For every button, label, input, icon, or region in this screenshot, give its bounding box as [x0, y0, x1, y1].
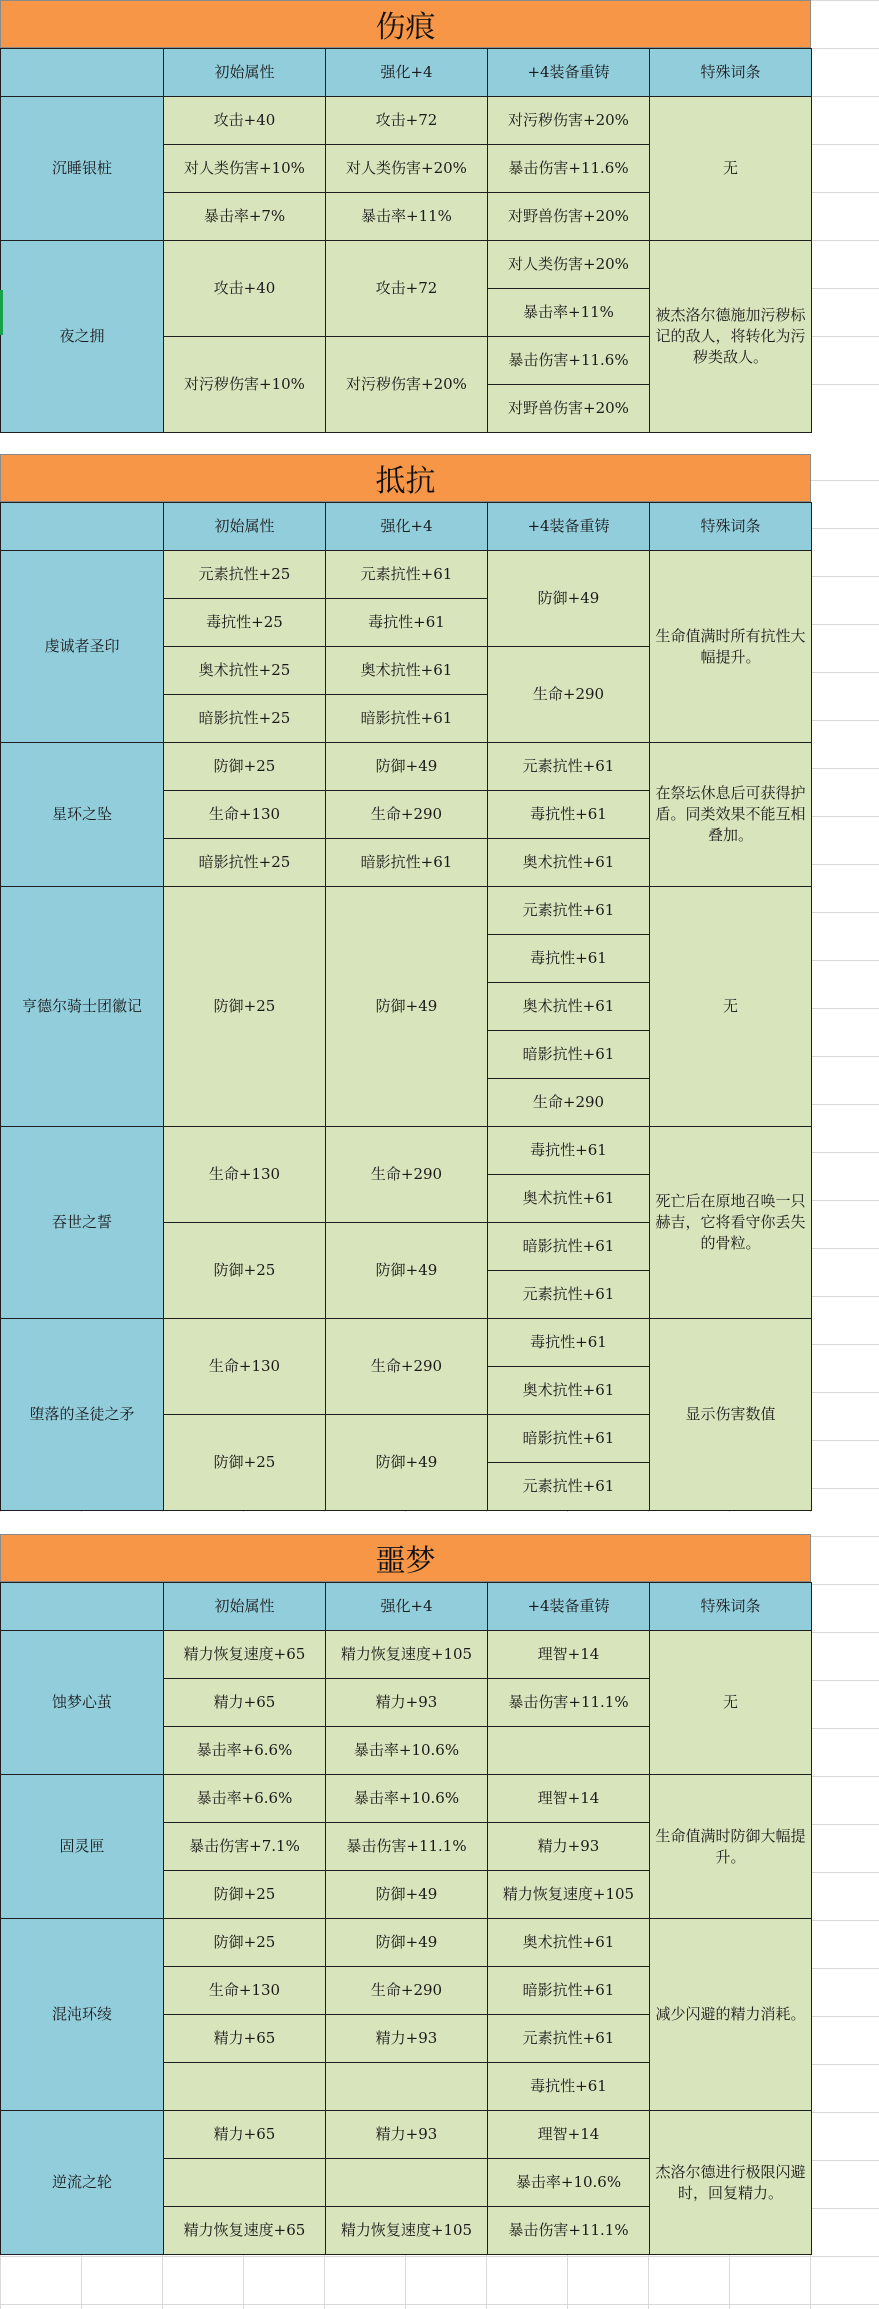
reforge-stat: 对人类伤害+20% — [488, 241, 650, 289]
enhanced-stat: 精力恢复速度+105 — [326, 1631, 488, 1679]
special-affix: 显示伤害数值 — [650, 1319, 812, 1511]
section-title-emeng: 噩梦 — [0, 1534, 811, 1582]
special-affix: 在祭坛休息后可获得护盾。同类效果不能互相叠加。 — [650, 743, 812, 887]
table-shanghen — [0, 48, 812, 433]
initial-stat: 对人类伤害+10% — [164, 145, 326, 193]
special-affix: 死亡后在原地召唤一只赫吉，它将看守你丢失的骨粒。 — [650, 1127, 812, 1319]
initial-stat: 暗影抗性+25 — [164, 695, 326, 743]
enhanced-stat: 精力+93 — [326, 2015, 488, 2063]
special-affix: 被杰洛尔德施加污秽标记的敌人，将转化为污秽类敌人。 — [650, 241, 812, 433]
initial-stat: 奥术抗性+25 — [164, 647, 326, 695]
special-affix: 生命值满时防御大幅提升。 — [650, 1775, 812, 1919]
item-name: 沉睡银桩 — [1, 97, 164, 241]
special-affix: 无 — [650, 887, 812, 1127]
enhanced-stat: 暗影抗性+61 — [326, 839, 488, 887]
initial-stat: 精力+65 — [164, 2015, 326, 2063]
initial-stat: 防御+25 — [164, 1415, 326, 1511]
header-corner — [1, 1583, 164, 1631]
reforge-stat: 暗影抗性+61 — [488, 1223, 650, 1271]
initial-stat: 防御+25 — [164, 887, 326, 1127]
enhanced-stat: 防御+49 — [326, 1223, 488, 1319]
reforge-stat: 暴击伤害+11.6% — [488, 337, 650, 385]
enhanced-stat: 暴击率+10.6% — [326, 1775, 488, 1823]
reforge-stat: 对污秽伤害+20% — [488, 97, 650, 145]
reforge-stat: 理智+14 — [488, 1631, 650, 1679]
initial-stat: 攻击+40 — [164, 241, 326, 337]
cell-selection-marker — [0, 290, 3, 335]
enhanced-stat: 精力+93 — [326, 2111, 488, 2159]
initial-stat: 暴击伤害+7.1% — [164, 1823, 326, 1871]
header-reforge: +4装备重铸 — [488, 49, 650, 97]
item-name: 夜之拥 — [1, 241, 164, 433]
header-initial: 初始属性 — [164, 49, 326, 97]
header-special: 特殊词条 — [650, 49, 812, 97]
enhanced-stat: 元素抗性+61 — [326, 551, 488, 599]
enhanced-stat: 对人类伤害+20% — [326, 145, 488, 193]
enhanced-stat: 毒抗性+61 — [326, 599, 488, 647]
initial-stat — [164, 2159, 326, 2207]
reforge-stat: 元素抗性+61 — [488, 1463, 650, 1511]
enhanced-stat — [326, 2063, 488, 2111]
reforge-stat: 毒抗性+61 — [488, 2063, 650, 2111]
header-reforge: +4装备重铸 — [488, 503, 650, 551]
initial-stat: 攻击+40 — [164, 97, 326, 145]
reforge-stat: 奥术抗性+61 — [488, 1175, 650, 1223]
reforge-stat: 毒抗性+61 — [488, 935, 650, 983]
initial-stat — [164, 2063, 326, 2111]
reforge-stat: 奥术抗性+61 — [488, 839, 650, 887]
header-enhanced: 强化+4 — [326, 49, 488, 97]
reforge-stat: 生命+290 — [488, 647, 650, 743]
reforge-stat: 元素抗性+61 — [488, 743, 650, 791]
reforge-stat: 毒抗性+61 — [488, 1319, 650, 1367]
initial-stat: 对污秽伤害+10% — [164, 337, 326, 433]
item-name: 星环之坠 — [1, 743, 164, 887]
initial-stat: 防御+25 — [164, 1919, 326, 1967]
initial-stat: 暴击率+6.6% — [164, 1775, 326, 1823]
initial-stat: 元素抗性+25 — [164, 551, 326, 599]
item-name: 虔诚者圣印 — [1, 551, 164, 743]
item-name: 吞世之誓 — [1, 1127, 164, 1319]
initial-stat: 生命+130 — [164, 1319, 326, 1415]
reforge-stat: 奥术抗性+61 — [488, 1919, 650, 1967]
initial-stat: 暴击率+7% — [164, 193, 326, 241]
enhanced-stat: 防御+49 — [326, 887, 488, 1127]
reforge-stat: 暴击伤害+11.1% — [488, 2207, 650, 2255]
enhanced-stat: 精力+93 — [326, 1679, 488, 1727]
initial-stat: 暴击率+6.6% — [164, 1727, 326, 1775]
enhanced-stat: 防御+49 — [326, 1871, 488, 1919]
enhanced-stat: 生命+290 — [326, 1127, 488, 1223]
reforge-stat: 毒抗性+61 — [488, 791, 650, 839]
reforge-stat: 对野兽伤害+20% — [488, 193, 650, 241]
header-corner — [1, 503, 164, 551]
reforge-stat: 防御+49 — [488, 551, 650, 647]
special-affix: 杰洛尔德进行极限闪避时，回复精力。 — [650, 2111, 812, 2255]
reforge-stat: 元素抗性+61 — [488, 1271, 650, 1319]
table-dikang — [0, 502, 812, 1511]
initial-stat: 防御+25 — [164, 743, 326, 791]
header-special: 特殊词条 — [650, 503, 812, 551]
item-name: 逆流之轮 — [1, 2111, 164, 2255]
reforge-stat: 暗影抗性+61 — [488, 1031, 650, 1079]
header-reforge: +4装备重铸 — [488, 1583, 650, 1631]
reforge-stat: 暴击伤害+11.1% — [488, 1679, 650, 1727]
section-gap — [0, 1512, 879, 1534]
table-emeng — [0, 1582, 812, 2255]
reforge-stat: 暗影抗性+61 — [488, 1415, 650, 1463]
reforge-stat: 元素抗性+61 — [488, 2015, 650, 2063]
item-name: 亨德尔骑士团徽记 — [1, 887, 164, 1127]
initial-stat: 暗影抗性+25 — [164, 839, 326, 887]
enhanced-stat: 攻击+72 — [326, 241, 488, 337]
enhanced-stat: 生命+290 — [326, 791, 488, 839]
initial-stat: 生命+130 — [164, 1967, 326, 2015]
item-name: 固灵匣 — [1, 1775, 164, 1919]
reforge-stat: 奥术抗性+61 — [488, 983, 650, 1031]
initial-stat: 生命+130 — [164, 791, 326, 839]
enhanced-stat: 攻击+72 — [326, 97, 488, 145]
item-name: 堕落的圣徒之矛 — [1, 1319, 164, 1511]
item-name: 混沌环绫 — [1, 1919, 164, 2111]
reforge-stat: 精力+93 — [488, 1823, 650, 1871]
reforge-stat: 对野兽伤害+20% — [488, 385, 650, 433]
enhanced-stat: 生命+290 — [326, 1967, 488, 2015]
special-affix: 无 — [650, 97, 812, 241]
reforge-stat: 毒抗性+61 — [488, 1127, 650, 1175]
enhanced-stat: 防御+49 — [326, 1919, 488, 1967]
header-initial: 初始属性 — [164, 503, 326, 551]
initial-stat: 防御+25 — [164, 1223, 326, 1319]
enhanced-stat: 生命+290 — [326, 1319, 488, 1415]
enhanced-stat: 暴击率+10.6% — [326, 1727, 488, 1775]
enhanced-stat: 奥术抗性+61 — [326, 647, 488, 695]
reforge-stat: 精力恢复速度+105 — [488, 1871, 650, 1919]
reforge-stat: 暗影抗性+61 — [488, 1967, 650, 2015]
reforge-stat: 暴击率+10.6% — [488, 2159, 650, 2207]
enhanced-stat: 暴击率+11% — [326, 193, 488, 241]
header-special: 特殊词条 — [650, 1583, 812, 1631]
enhanced-stat: 对污秽伤害+20% — [326, 337, 488, 433]
initial-stat: 毒抗性+25 — [164, 599, 326, 647]
header-corner — [1, 49, 164, 97]
enhanced-stat: 防御+49 — [326, 1415, 488, 1511]
reforge-stat — [488, 1727, 650, 1775]
enhanced-stat — [326, 2159, 488, 2207]
initial-stat: 精力+65 — [164, 2111, 326, 2159]
header-enhanced: 强化+4 — [326, 503, 488, 551]
reforge-stat: 理智+14 — [488, 1775, 650, 1823]
enhanced-stat: 防御+49 — [326, 743, 488, 791]
reforge-stat: 暴击伤害+11.6% — [488, 145, 650, 193]
item-name: 蚀梦心茧 — [1, 1631, 164, 1775]
reforge-stat: 奥术抗性+61 — [488, 1367, 650, 1415]
initial-stat: 生命+130 — [164, 1127, 326, 1223]
section-gap — [0, 432, 879, 454]
initial-stat: 精力恢复速度+65 — [164, 1631, 326, 1679]
initial-stat: 精力恢复速度+65 — [164, 2207, 326, 2255]
special-affix: 生命值满时所有抗性大幅提升。 — [650, 551, 812, 743]
special-affix: 减少闪避的精力消耗。 — [650, 1919, 812, 2111]
enhanced-stat: 暴击伤害+11.1% — [326, 1823, 488, 1871]
initial-stat: 防御+25 — [164, 1871, 326, 1919]
header-initial: 初始属性 — [164, 1583, 326, 1631]
initial-stat: 精力+65 — [164, 1679, 326, 1727]
enhanced-stat: 精力恢复速度+105 — [326, 2207, 488, 2255]
reforge-stat: 理智+14 — [488, 2111, 650, 2159]
reforge-stat: 元素抗性+61 — [488, 887, 650, 935]
special-affix: 无 — [650, 1631, 812, 1775]
header-enhanced: 强化+4 — [326, 1583, 488, 1631]
section-title-dikang: 抵抗 — [0, 454, 811, 502]
enhanced-stat: 暗影抗性+61 — [326, 695, 488, 743]
section-title-shanghen: 伤痕 — [0, 0, 811, 48]
reforge-stat: 生命+290 — [488, 1079, 650, 1127]
reforge-stat: 暴击率+11% — [488, 289, 650, 337]
